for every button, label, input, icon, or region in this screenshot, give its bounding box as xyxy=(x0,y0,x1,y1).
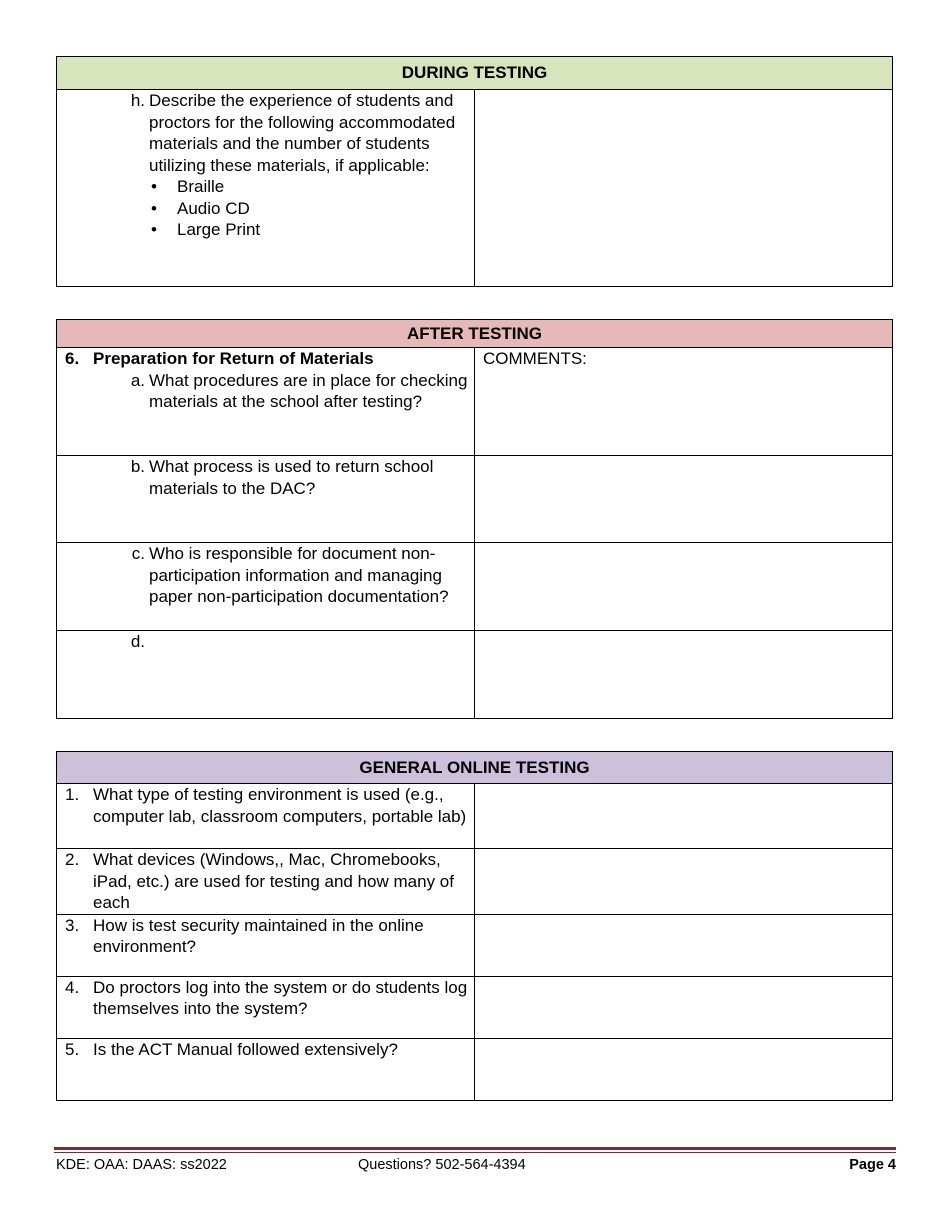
during-testing-table xyxy=(56,56,893,287)
comments-label: COMMENTS: xyxy=(483,349,587,368)
answer-cell[interactable] xyxy=(475,784,893,849)
question-cell xyxy=(57,1038,475,1100)
question-h xyxy=(57,90,474,241)
question-cell xyxy=(57,914,475,976)
question-cell xyxy=(57,348,475,456)
after-testing-header: AFTER TESTING xyxy=(57,320,893,348)
page-footer xyxy=(56,1155,896,1175)
question-cell xyxy=(57,784,475,849)
general-online-testing-header: GENERAL ONLINE TESTING xyxy=(57,752,893,784)
section-title: 6. Preparation for Return of Materials xyxy=(65,349,374,368)
footer-divider xyxy=(54,1147,896,1150)
answer-cell[interactable] xyxy=(475,90,893,287)
list-item: • Large Print xyxy=(151,220,261,239)
question-2: 2. What devices (Windows,, Mac, Chromebooks, iPad, etc.) are used for testing and how many of each xyxy=(65,850,454,912)
footer-left: KDE: OAA: DAAS: ss2022 xyxy=(56,1157,227,1173)
answer-cell[interactable] xyxy=(475,914,893,976)
list-item: • Audio CD xyxy=(151,198,250,218)
question-text: Describe the experience of students and proctors for the following accommodated materials and the number of students utilizing these materials, if applicable: xyxy=(149,91,456,175)
footer-center: Questions? 502-564-4394 xyxy=(358,1157,526,1173)
bullet-icon: • xyxy=(151,177,157,196)
materials-list xyxy=(149,176,468,241)
bullet-icon: • xyxy=(151,198,157,218)
question-4: 4. Do proctors log into the system or do students log themselves into the system? xyxy=(65,977,468,1018)
answer-cell[interactable] xyxy=(475,456,893,543)
question-3: 3. How is test security maintained in the online environment? xyxy=(65,915,424,956)
general-online-testing-table xyxy=(56,751,893,1101)
answer-cell[interactable] xyxy=(475,849,893,915)
footer-divider xyxy=(54,1152,896,1153)
question-cell xyxy=(57,849,475,915)
question-5: 5. Is the ACT Manual followed extensively? xyxy=(65,1039,398,1059)
question-c: c. Who is responsible for document non-participation information and managing paper non-participation documentation? xyxy=(131,544,449,606)
question-a: a. What procedures are in place for checking materials at the school after testing? xyxy=(130,370,468,411)
page-number: Page 4 xyxy=(849,1157,896,1173)
after-testing-table xyxy=(56,319,893,719)
answer-cell[interactable] xyxy=(475,631,893,719)
answer-cell[interactable] xyxy=(475,1038,893,1100)
question-cell xyxy=(57,543,475,631)
question-cell xyxy=(57,90,475,287)
answer-cell[interactable] xyxy=(475,543,893,631)
question-cell xyxy=(57,456,475,543)
answer-cell[interactable] xyxy=(475,348,893,456)
question-label: h. xyxy=(130,91,145,110)
question-cell xyxy=(57,976,475,1038)
question-b: b. What process is used to return school materials to the DAC? xyxy=(130,457,434,498)
during-testing-header: DURING TESTING xyxy=(57,57,893,90)
question-1: 1. What type of testing environment is used (e.g., computer lab, classroom computers, portable lab) xyxy=(65,785,467,826)
list-item: • Braille xyxy=(151,177,225,196)
question-cell: d. xyxy=(57,631,475,719)
bullet-icon: • xyxy=(151,220,157,239)
answer-cell[interactable] xyxy=(475,976,893,1038)
